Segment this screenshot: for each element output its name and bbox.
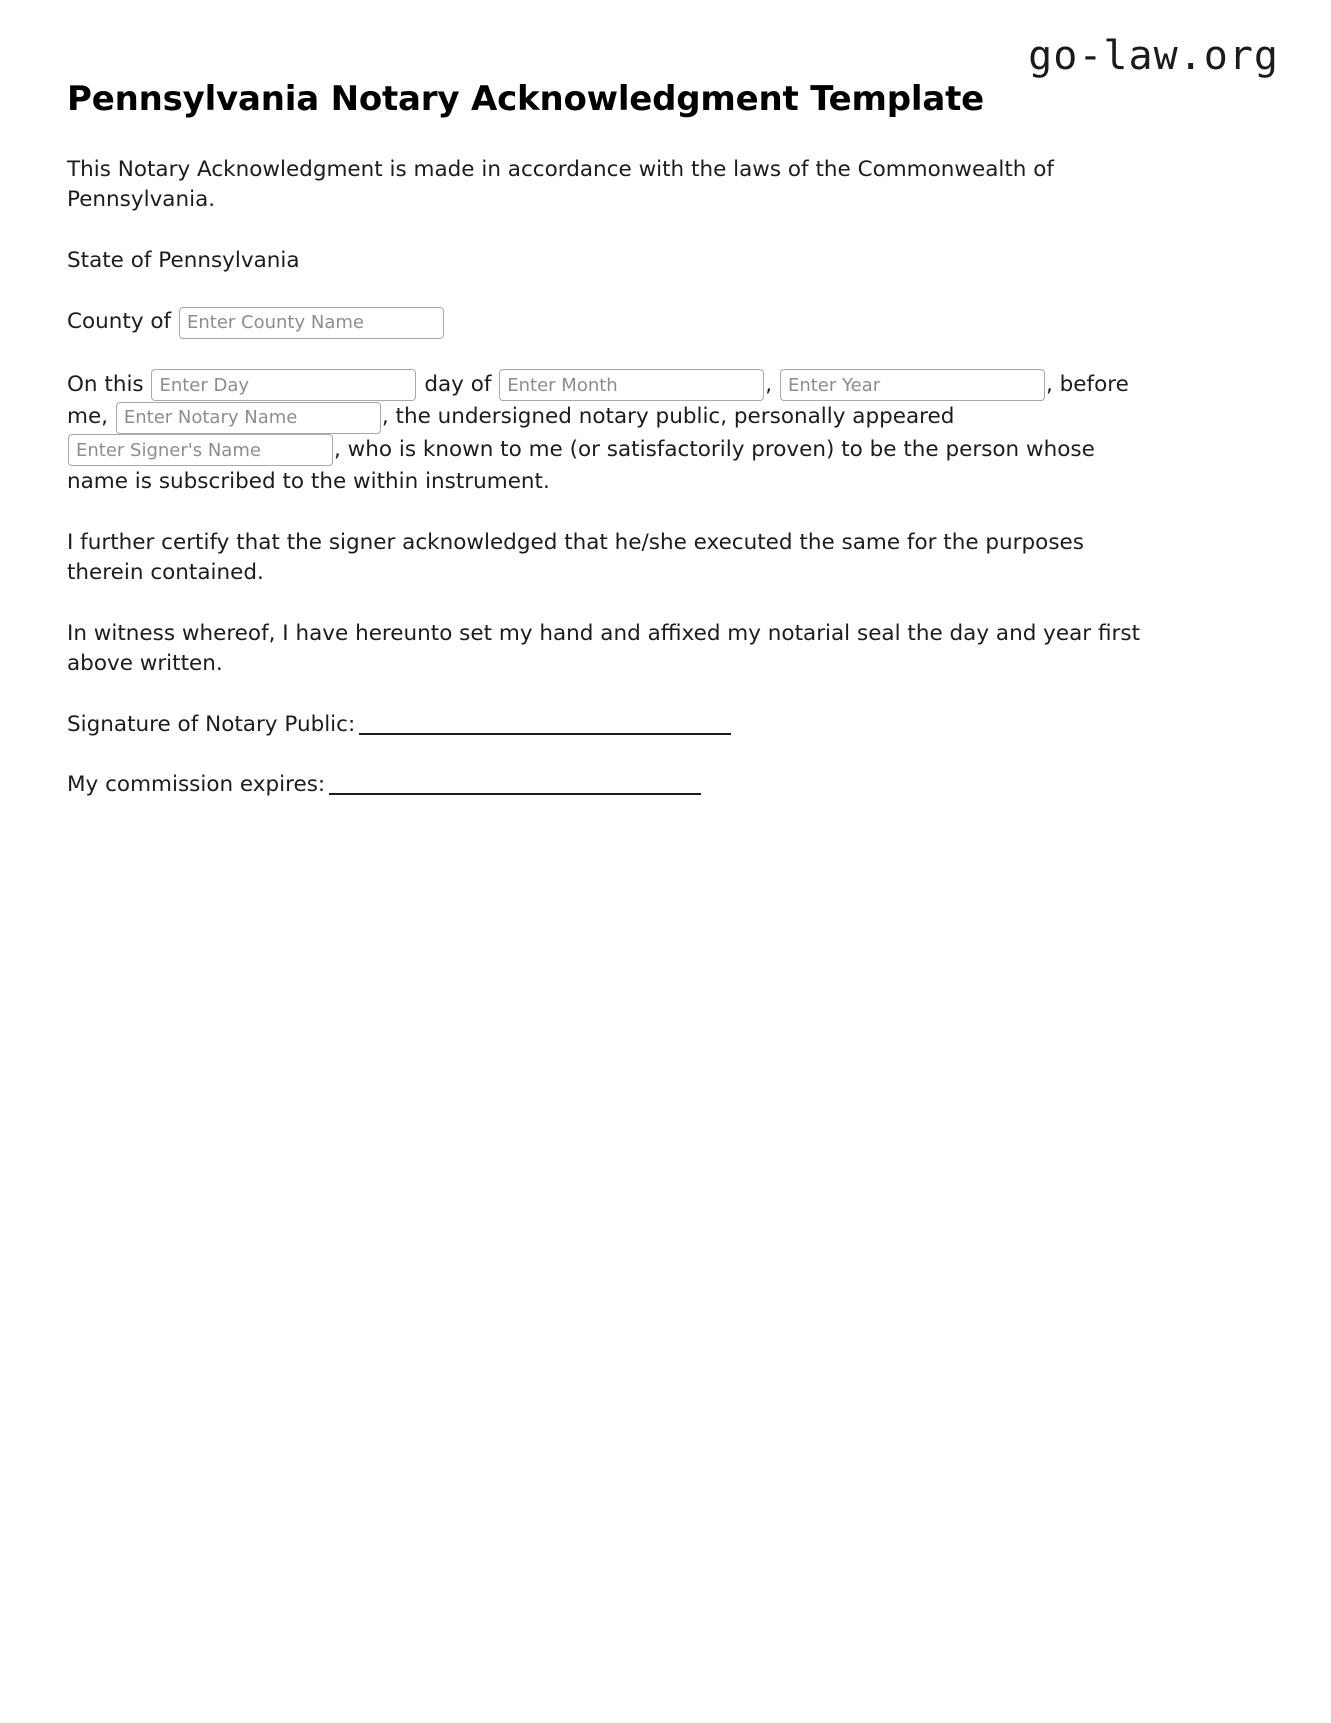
year-input[interactable]	[780, 369, 1045, 401]
commission-blank-rule	[329, 793, 701, 795]
day-of-label: day of	[424, 371, 492, 397]
page-title: Pennsylvania Notary Acknowledgment Template	[67, 79, 985, 119]
signature-blank-rule	[359, 733, 731, 735]
comma-after-month: ,	[765, 371, 773, 397]
day-input[interactable]	[151, 369, 416, 401]
acknowledgment-body	[67, 369, 1152, 498]
commission-label: My commission expires:	[67, 772, 326, 798]
site-logo: go-law.org	[1028, 33, 1279, 79]
undersigned-text: , the undersigned notary public, personally appeared	[381, 404, 955, 430]
comma-after-year: ,	[1045, 371, 1053, 397]
county-line	[67, 306, 1152, 339]
commission-expires-line	[67, 770, 1152, 801]
intro-paragraph: This Notary Acknowledgment is made in accordance with the laws of the Commonwealth of Pennsylvania.	[67, 156, 1054, 213]
signature-line	[67, 710, 1152, 741]
county-label: County of	[67, 309, 172, 335]
witness-paragraph: In witness whereof, I have hereunto set my hand and affixed my notarial seal the day and year first above written.	[67, 620, 1140, 677]
month-input[interactable]	[499, 369, 764, 401]
document-content	[67, 78, 1152, 831]
signer-name-input[interactable]	[68, 434, 333, 466]
signature-label: Signature of Notary Public:	[67, 711, 356, 737]
state-line: State of Pennsylvania	[67, 247, 300, 273]
county-input[interactable]	[179, 307, 444, 339]
on-this-label: On this	[67, 371, 144, 397]
before-me-label: before me,	[67, 371, 1129, 430]
known-to-me-text: , who is known to me (or satisfactorily proven) to be the person whose name is subscribed to the within instrument.	[67, 436, 1095, 495]
notary-name-input[interactable]	[116, 402, 381, 434]
certify-paragraph: I further certify that the signer acknowledged that he/she executed the same for the purposes therein contained.	[67, 529, 1084, 586]
